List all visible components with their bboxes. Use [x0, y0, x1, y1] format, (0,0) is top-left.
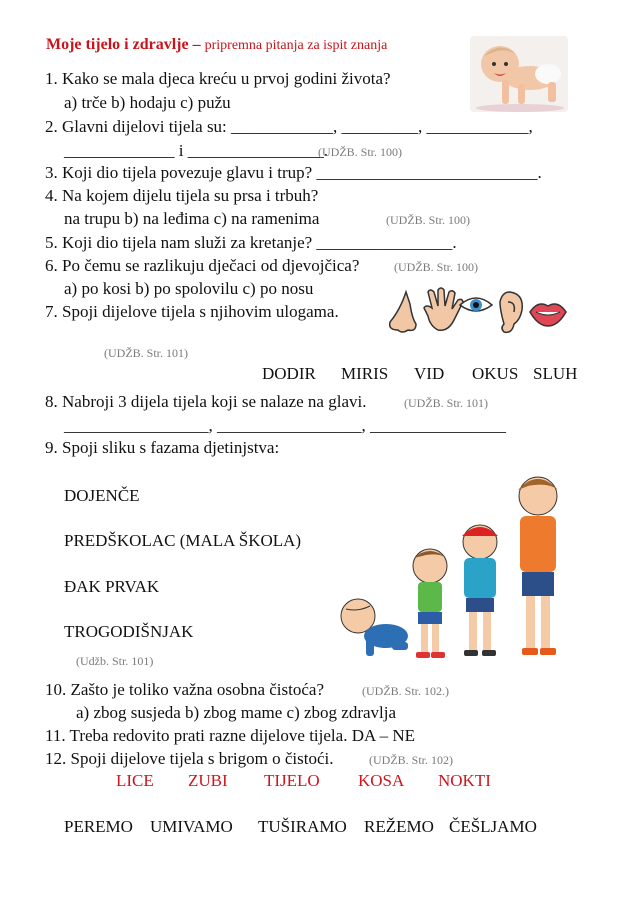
- question-1-answers: a) trče b) hodaju c) pužu: [64, 93, 231, 112]
- care-action-word: REŽEMO: [364, 817, 434, 836]
- crawling-baby-image: [470, 36, 568, 112]
- schoolboy-figure: [462, 525, 498, 656]
- sense-word: MIRIS: [341, 364, 389, 383]
- question-2-line2: _____________ i ________________.: [64, 141, 328, 160]
- question-5: 5. Koji dio tijela nam služi za kretanje? ________________.: [45, 233, 457, 252]
- care-action-word: UMIVAMO: [150, 817, 233, 836]
- textbook-reference: (UDŽB. Str. 102): [369, 753, 453, 767]
- sense-word: OKUS: [472, 364, 519, 383]
- question-7: 7. Spoji dijelove tijela s njihovim ulogama.: [45, 302, 339, 321]
- childhood-stages-illustration: [330, 466, 580, 666]
- question-4-answers: na trupu b) na leđima c) na ramenima: [64, 209, 320, 228]
- question-10-answers: a) zbog susjeda b) zbog mame c) zbog zdravlja: [76, 703, 397, 722]
- question-11: 11. Treba redovito prati razne dijelove tijela. DA – NE: [45, 726, 415, 745]
- older-boy-figure: [518, 477, 558, 655]
- page-title: [46, 36, 387, 54]
- body-part-word: ZUBI: [188, 771, 228, 790]
- textbook-reference: (UDŽB. Str. 100): [394, 260, 478, 274]
- question-6-answers: a) po kosi b) po spolovilu c) po nosu: [64, 279, 314, 298]
- question-12: 12. Spoji dijelove tijela s brigom o čistoći.: [45, 749, 334, 768]
- nose-icon: [386, 290, 426, 338]
- body-part-word: LICE: [116, 771, 154, 790]
- body-part-word: KOSA: [358, 771, 405, 790]
- question-3: 3. Koji dio tijela povezuje glavu i trup? __________________________.: [45, 163, 542, 182]
- ear-icon: [496, 290, 526, 336]
- sense-word: SLUH: [533, 364, 578, 383]
- title-dash: –: [188, 36, 205, 53]
- textbook-reference: (Udžb. Str. 101): [76, 654, 154, 668]
- question-1: 1. Kako se mala djeca kreću u prvoj godini života?: [45, 69, 391, 88]
- stage-label: ĐAK PRVAK: [64, 577, 160, 596]
- stage-label: PREDŠKOLAC (MALA ŠKOLA): [64, 531, 302, 550]
- textbook-reference: (UDŽB. Str. 101): [404, 396, 488, 410]
- textbook-reference: (UDŽB. Str. 101): [104, 346, 188, 360]
- sense-word: DODIR: [262, 364, 316, 383]
- care-action-word: TUŠIRAMO: [258, 817, 347, 836]
- care-action-word: ČEŠLJAMO: [449, 817, 537, 836]
- care-action-word: PEREMO: [64, 817, 133, 836]
- baby-figure: [341, 599, 408, 656]
- eye-icon: [458, 293, 494, 317]
- question-10: 10. Zašto je toliko važna osobna čistoća?: [45, 680, 324, 699]
- body-part-word: NOKTI: [438, 771, 491, 790]
- question-8-blanks: _________________, _________________, ________________: [64, 416, 506, 435]
- question-8: 8. Nabroji 3 dijela tijela koji se nalaze na glavi.: [45, 392, 367, 411]
- question-4: 4. Na kojem dijelu tijela su prsa i trbuh?: [45, 186, 319, 205]
- title-main: Moje tijelo i zdravlje: [46, 36, 189, 53]
- stage-label: TROGODIŠNJAK: [64, 622, 194, 641]
- mouth-icon: [528, 298, 568, 328]
- question-2: 2. Glavni dijelovi tijela su: ____________, _________, ____________,: [45, 117, 533, 136]
- stage-label: DOJENČE: [64, 486, 140, 505]
- title-subtitle: pripremna pitanja za ispit znanja: [204, 38, 388, 53]
- question-6: 6. Po čemu se razlikuju dječaci od djevojčica?: [45, 256, 360, 275]
- textbook-reference: (UDŽB. Str. 100): [318, 145, 402, 159]
- sense-word: VID: [414, 364, 445, 383]
- toddler-figure: [413, 549, 447, 658]
- question-9: 9. Spoji sliku s fazama djetinjstva:: [45, 438, 280, 457]
- body-part-word: TIJELO: [264, 771, 320, 790]
- textbook-reference: (UDŽB. Str. 102.): [362, 684, 449, 698]
- textbook-reference: (UDŽB. Str. 100): [386, 213, 470, 227]
